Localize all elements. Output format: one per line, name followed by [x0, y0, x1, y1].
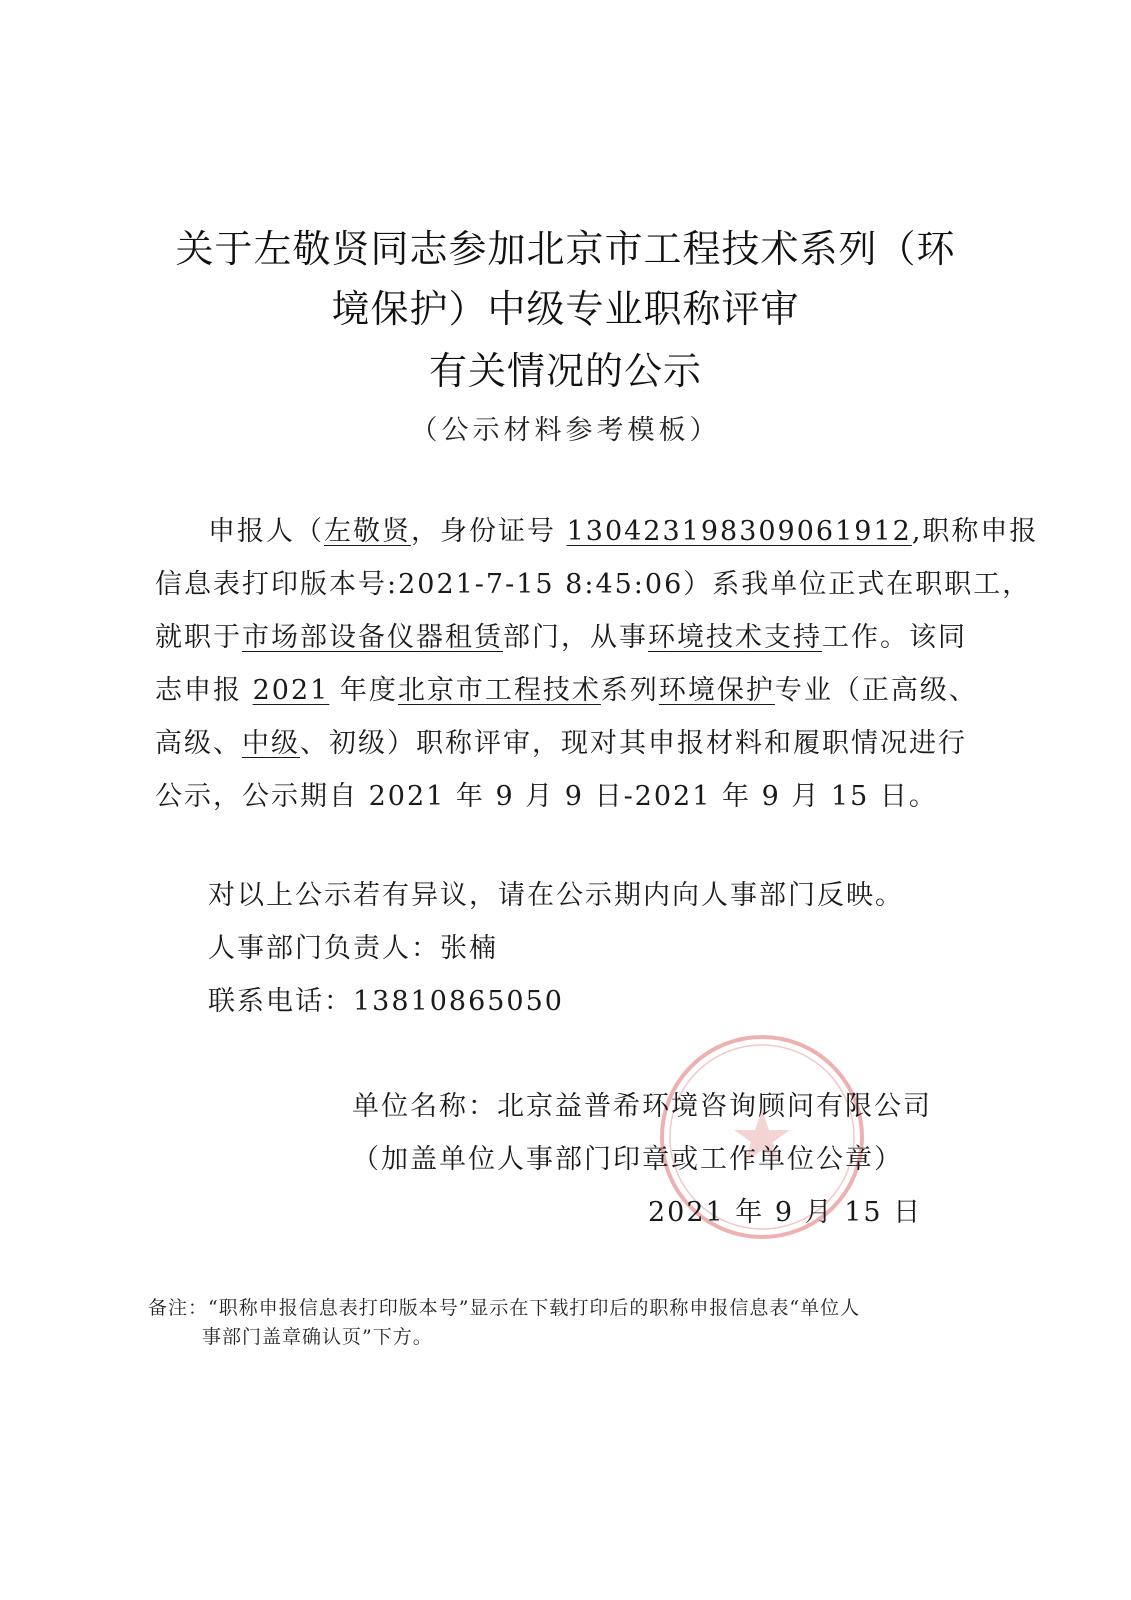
apply-year: 2021 [252, 675, 330, 706]
seal-instruction: （加盖单位人事部门印章或工作单位公章） [352, 1144, 903, 1175]
document-subtitle: （公示材料参考模板） [410, 415, 721, 446]
document-title-line-3: 有关情况的公示 [428, 349, 702, 393]
department: 市场部设备仪器租赁 [242, 622, 503, 653]
applicant-name: 左敬贤 [324, 516, 411, 547]
specialty: 环境保护 [658, 675, 775, 706]
title-level: 中级 [242, 728, 300, 759]
work-area: 环境技术支持 [648, 622, 822, 653]
footnote-line-2: 事部门盖章确认页”下方。 [202, 1326, 433, 1348]
unit-name: 单位名称：北京益普希环境咨询顾问有限公司 [352, 1091, 932, 1122]
body-line-6: 公示，公示期自 2021 年 9 月 9 日-2021 年 9 月 15 日。 [155, 781, 938, 812]
document-title-line-1: 关于左敬贤同志参加北京市工程技术系列（环 [175, 227, 956, 271]
footnote-line-1: 备注：“职称申报信息表打印版本号”显示在下载打印后的职称申报信息表“单位人 [148, 1297, 861, 1319]
region-series: 北京市工程技术 [397, 675, 601, 706]
body-line-1: 申报人（左敬贤，身份证号 130423198309061912,职称申报 [208, 516, 1039, 547]
contact-phone: 联系电话：13810865050 [208, 986, 564, 1017]
body-line-2: 信息表打印版本号:2021-7-15 8:45:06）系我单位正式在职职工， [155, 569, 1032, 600]
document-title-line-2: 境保护）中级专业职称评审 [331, 287, 800, 331]
body-line-5: 高级、中级、初级）职称评审，现对其申报材料和履职情况进行 [155, 728, 967, 759]
body-line-4: 志申报 2021 年度北京市工程技术系列环境保护专业（正高级、 [155, 675, 978, 706]
id-number: 130423198309061912 [566, 516, 912, 547]
hr-person: 人事部门负责人：张楠 [208, 933, 498, 964]
objection-text: 对以上公示若有异议，请在公示期内向人事部门反映。 [208, 880, 904, 911]
signature-date: 2021 年 9 月 15 日 [648, 1197, 923, 1228]
body-line-3: 就职于市场部设备仪器租赁部门，从事环境技术支持工作。该同 [155, 622, 967, 653]
